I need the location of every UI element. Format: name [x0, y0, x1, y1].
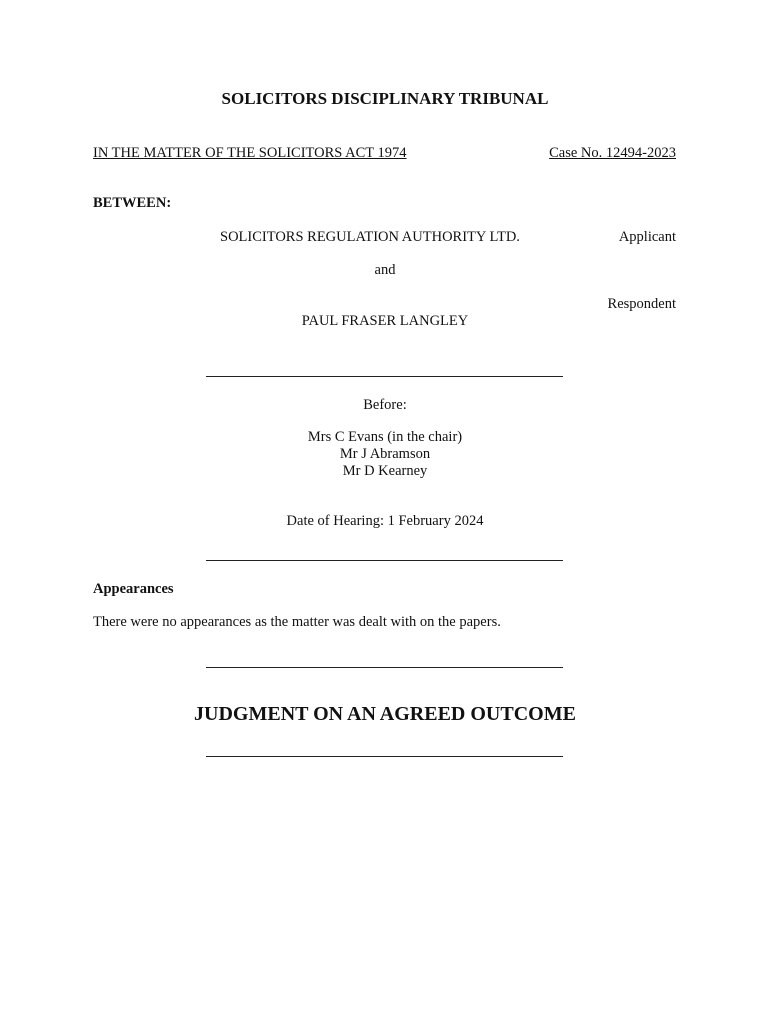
divider-line: [206, 756, 563, 757]
respondent-name: PAUL FRASER LANGLEY: [301, 313, 469, 329]
case-number: Case No. 12494-2023: [549, 145, 676, 161]
panel-member: Mr J Abramson: [339, 446, 431, 462]
applicant-role: Applicant: [618, 229, 676, 245]
appearances-heading: Appearances: [93, 581, 174, 597]
hearing-date: Date of Hearing: 1 February 2024: [286, 513, 484, 529]
judgment-heading: JUDGMENT ON AN AGREED OUTCOME: [194, 703, 576, 725]
divider-line: [206, 667, 563, 668]
panel-member: Mr D Kearney: [342, 463, 428, 479]
applicant-name: SOLICITORS REGULATION AUTHORITY LTD.: [220, 229, 520, 245]
divider-line: [206, 376, 563, 377]
panel-members: [0, 429, 770, 480]
appearances-text: There were no appearances as the matter was dealt with on the papers.: [93, 614, 501, 630]
respondent-role: Respondent: [607, 296, 676, 312]
matter-reference: IN THE MATTER OF THE SOLICITORS ACT 1974: [93, 145, 407, 161]
and-label: and: [374, 262, 396, 278]
divider-line: [206, 560, 563, 561]
before-label: Before:: [363, 397, 407, 413]
between-label: BETWEEN:: [93, 195, 172, 211]
document-title: SOLICITORS DISCIPLINARY TRIBUNAL: [221, 89, 549, 108]
panel-member-chair: Mrs C Evans (in the chair): [307, 429, 463, 445]
